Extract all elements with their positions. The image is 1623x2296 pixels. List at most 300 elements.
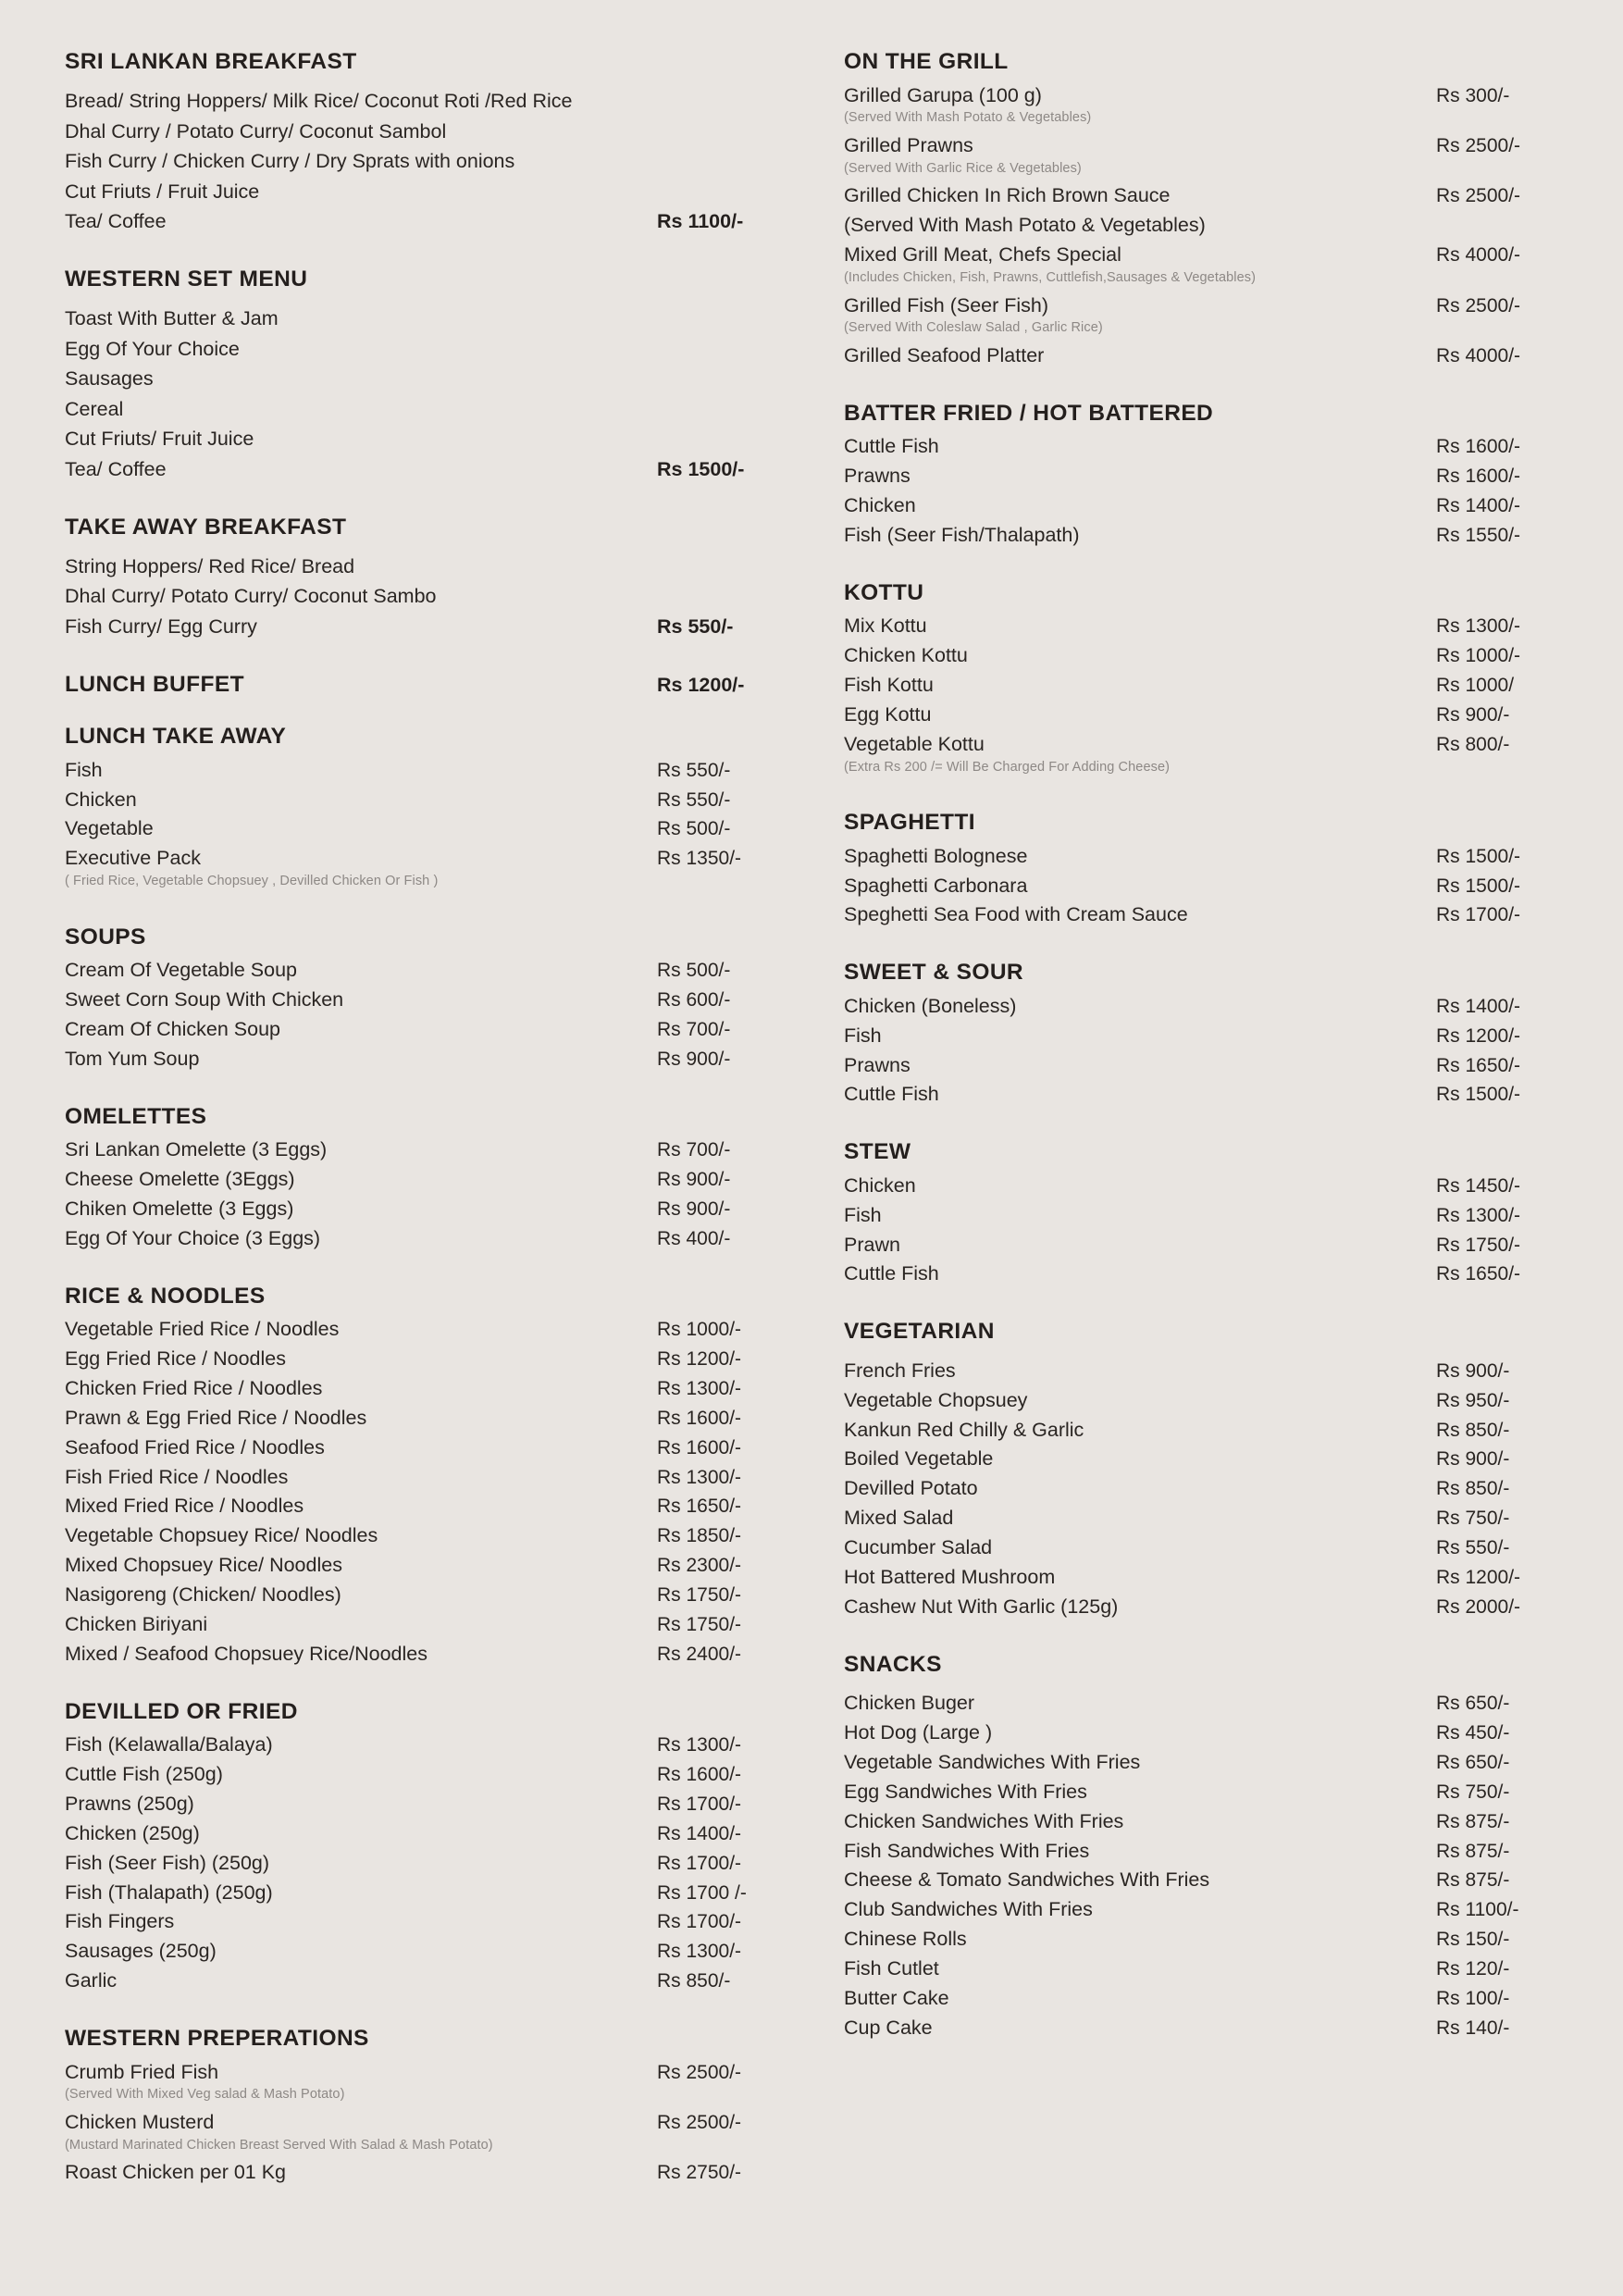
menu-item-row (65, 1937, 796, 1967)
menu-item-row (65, 1015, 796, 1045)
menu-item-price: Rs 1400/- (1436, 995, 1521, 1017)
section-title: WESTERN PREPERATIONS (65, 2025, 369, 2051)
section-spacer (65, 2188, 796, 2219)
spacer (65, 1128, 796, 1136)
menu-item-name: French Fries (844, 1359, 956, 1382)
menu-item-name: Fish (Seer Fish) (250g) (65, 1851, 270, 1874)
menu-item-name: Fish (Seer Fish/Thalapath) (844, 523, 1080, 546)
menu-item-row (844, 1748, 1575, 1778)
section-spacer (844, 1622, 1575, 1654)
menu-item-price: Rs 1500/- (1436, 1084, 1521, 1106)
menu-item-name: Grilled Fish (Seer Fish) (844, 293, 1049, 316)
menu-item-row (65, 2158, 796, 2188)
menu-item-price: Rs 2500/- (1436, 135, 1521, 157)
menu-item-price: Rs 1500/- (1436, 845, 1521, 867)
menu-item-price: Rs 1300/- (657, 1466, 742, 1488)
menu-item-row (65, 1967, 796, 1996)
menu-item-row (844, 1357, 1575, 1386)
menu-section-sri-lankan-breakfast (65, 51, 796, 237)
menu-item-name: Hot Dog (Large ) (844, 1721, 993, 1744)
menu-item-price: Rs 4000/- (1436, 344, 1521, 366)
menu-item-row (844, 211, 1575, 241)
section-title: OMELETTES (65, 1103, 207, 1129)
menu-item-price: Rs 1400/- (657, 1822, 742, 1844)
menu-item-name: Chicken (250g) (65, 1821, 200, 1844)
menu-item-price: Rs 1000/- (1436, 645, 1521, 667)
menu-item-name: Grilled Seafood Platter (844, 343, 1045, 366)
menu-item-name: Cucumber Salad (844, 1536, 993, 1559)
menu-item-price: Rs 1300/- (657, 1377, 742, 1399)
section-title: SRI LANKAN BREAKFAST (65, 49, 357, 74)
menu-item-name: Fish (844, 1203, 882, 1226)
menu-item-row (844, 1445, 1575, 1474)
menu-item-name: Cut Friuts / Fruit Juice (65, 180, 260, 203)
menu-item-price: Rs 1550/- (1436, 524, 1521, 546)
menu-item-row (844, 1172, 1575, 1201)
section-spacer (844, 930, 1575, 962)
menu-item-name: Egg Sandwiches With Fries (844, 1780, 1087, 1803)
menu-item-name: Chicken (Boneless) (844, 994, 1017, 1017)
menu-item-row (844, 1719, 1575, 1748)
menu-item-name: Vegetable Sandwiches With Fries (844, 1750, 1141, 1773)
menu-item-name: Egg Of Your Choice (65, 337, 240, 360)
menu-item-row (844, 241, 1575, 270)
menu-item-description: (Includes Chicken, Fish, Prawns, Cuttlefish,Sausages & Vegetables) (844, 269, 1257, 285)
menu-item-price: Rs 900/- (1436, 1359, 1510, 1382)
menu-column-left (65, 51, 796, 2219)
menu-item-name: Chicken (65, 788, 137, 811)
menu-item-row (65, 612, 796, 642)
menu-item-name: Cream Of Vegetable Soup (65, 959, 297, 982)
menu-item-row (844, 871, 1575, 900)
menu-item-row (65, 147, 796, 178)
menu-item-row (65, 1462, 796, 1492)
menu-item-row (844, 842, 1575, 872)
menu-item-name: Sausages (250g) (65, 1940, 217, 1963)
section-spacer (65, 895, 796, 926)
menu-section-western-preperations (65, 2025, 796, 2188)
menu-item-price: Rs 1300/- (657, 1734, 742, 1756)
menu-item-name: Bread/ String Hoppers/ Milk Rice/ Coconut Roti /Red Rice (65, 90, 573, 112)
menu-item-row (65, 1731, 796, 1760)
menu-item-row (844, 1807, 1575, 1837)
menu-item-price: Rs 1000/- (657, 1319, 742, 1341)
menu-item-row (844, 521, 1575, 551)
menu-item-price: Rs 1650/- (1436, 1263, 1521, 1285)
menu-item-name: Prawn & Egg Fried Rice / Noodles (65, 1406, 367, 1429)
spacer (65, 292, 796, 304)
menu-item-name: Spaghetti Bolognese (844, 844, 1028, 867)
menu-column-right (844, 51, 1575, 2075)
menu-item-row (65, 1907, 796, 1937)
section-title: SOUPS (65, 924, 146, 949)
menu-item-name: Mix Kottu (844, 614, 927, 638)
menu-item-row (844, 1533, 1575, 1563)
menu-item-price: Rs 1600/- (1436, 465, 1521, 488)
menu-item-price: Rs 1300/- (1436, 615, 1521, 638)
menu-section-vegetarian (844, 1321, 1575, 1621)
menu-item-price: Rs 750/- (1436, 1508, 1510, 1530)
menu-item-row (65, 785, 796, 814)
section-title: STEW (844, 1139, 911, 1165)
menu-item-name: Tea/ Coffee (65, 457, 167, 480)
spacer (65, 74, 796, 87)
menu-item-price: Rs 2500/- (1436, 185, 1521, 207)
section-spacer (844, 371, 1575, 403)
menu-item-row (844, 291, 1575, 320)
menu-item-price: Rs 1600/- (1436, 436, 1521, 458)
menu-item-row (844, 701, 1575, 730)
menu-item-price: Rs 2500/- (1436, 294, 1521, 316)
menu-item-name: Vegetable (65, 817, 154, 840)
menu-item-name: Grilled Chicken In Rich Brown Sauce (844, 184, 1171, 207)
menu-item-name: Seafood Fried Rice / Noodles (65, 1435, 325, 1458)
section-title: KOTTU (844, 579, 924, 605)
menu-item-row (844, 1474, 1575, 1504)
menu-item-price: Rs 900/- (657, 1198, 731, 1220)
menu-section-lunch-buffet (65, 671, 796, 704)
menu-item-price: Rs 1100/- (1436, 1899, 1519, 1921)
menu-item-row (65, 1551, 796, 1581)
menu-item-name: Chicken Biriyani (65, 1612, 208, 1635)
menu-item-price: Rs 650/- (1436, 1751, 1510, 1773)
menu-item-price: Rs 500/- (657, 818, 731, 840)
menu-item-name: Sri Lankan Omelette (3 Eggs) (65, 1138, 328, 1161)
menu-item-price: Rs 1850/- (657, 1525, 742, 1547)
menu-item-name: Cheese & Tomato Sandwiches With Fries (844, 1868, 1210, 1892)
section-spacer (844, 1289, 1575, 1321)
menu-item-price: Rs 850/- (1436, 1419, 1510, 1441)
menu-section-on-the-grill (844, 51, 1575, 371)
menu-item-price: Rs 1750/- (1436, 1234, 1521, 1256)
menu-item-name: Fish Cutlet (844, 1957, 939, 1980)
menu-item-price: Rs 875/- (1436, 1810, 1510, 1832)
menu-section-soups (65, 926, 796, 1074)
menu-item-name: Cut Friuts/ Fruit Juice (65, 428, 254, 450)
menu-item-row (65, 394, 796, 425)
menu-item-row (65, 1878, 796, 1907)
menu-item-row (65, 1195, 796, 1224)
menu-item-row (844, 1022, 1575, 1051)
section-title: LUNCH BUFFET (65, 671, 244, 697)
menu-item-row (65, 304, 796, 335)
menu-item-name: Chicken (844, 494, 916, 517)
menu-item-name: Vegetable Chopsuey (844, 1388, 1028, 1411)
menu-section-sweet-sour (844, 962, 1575, 1110)
menu-item-price: Rs 950/- (1436, 1389, 1510, 1411)
menu-item-row (65, 986, 796, 1015)
menu-section-devilled-or-fried (65, 1698, 796, 1996)
section-spacer (65, 237, 796, 268)
menu-item-name: Chicken (844, 1173, 916, 1197)
menu-item-name: Fish (65, 758, 103, 781)
menu-item-price: Rs 650/- (1436, 1693, 1510, 1715)
menu-item-row (65, 177, 796, 207)
menu-item-name: Chicken Fried Rice / Noodles (65, 1376, 323, 1399)
spacer (844, 835, 1575, 842)
menu-item-price: Rs 450/- (1436, 1722, 1510, 1744)
section-spacer (65, 1996, 796, 2028)
menu-item-name: Tea/ Coffee (65, 210, 167, 232)
menu-item-row (65, 1492, 796, 1521)
menu-item-row (65, 1819, 796, 1849)
menu-item-name: Nasigoreng (Chicken/ Noodles) (65, 1583, 341, 1607)
menu-item-price: Rs 1600/- (657, 1407, 742, 1429)
section-title: SNACKS (844, 1651, 942, 1677)
menu-section-rice-noodles (65, 1285, 796, 1669)
section-spacer (65, 642, 796, 674)
menu-item-name: Roast Chicken per 01 Kg (65, 2161, 287, 2184)
menu-item-name: Fish Curry / Chicken Curry / Dry Sprats with onions (65, 150, 515, 172)
menu-item-name: (Served With Mash Potato & Vegetables) (844, 214, 1206, 237)
spacer (844, 604, 1575, 612)
menu-item-price: Rs 2500/- (657, 2111, 742, 2133)
menu-item-name: Prawn (844, 1233, 900, 1256)
menu-item-name: Dhal Curry/ Potato Curry/ Coconut Sambo (65, 585, 437, 607)
menu-item-row (844, 1563, 1575, 1593)
menu-item-row (65, 117, 796, 147)
menu-item-price: Rs 300/- (1436, 84, 1510, 106)
menu-item-name: Fish Fried Rice / Noodles (65, 1465, 289, 1488)
menu-item-price: Rs 4000/- (1436, 244, 1521, 267)
menu-item-row (65, 1581, 796, 1610)
menu-item-price: Rs 900/- (1436, 1448, 1510, 1471)
menu-item-price: Rs 550/- (657, 614, 734, 638)
spacer (65, 2050, 796, 2057)
menu-item-price: Rs 2500/- (657, 2061, 742, 2083)
menu-item-name: Prawns (844, 465, 911, 488)
section-title: RICE & NOODLES (65, 1283, 266, 1309)
menu-item-row (844, 1925, 1575, 1955)
menu-item-name: Spaghetti Carbonara (844, 874, 1028, 897)
menu-item-name: Sausages (65, 367, 154, 390)
spacer (844, 985, 1575, 992)
menu-item-row (844, 1260, 1575, 1289)
menu-section-kottu (844, 579, 1575, 775)
menu-item-row (844, 1836, 1575, 1866)
menu-item-price: Rs 850/- (1436, 1478, 1510, 1500)
menu-item-row (844, 1955, 1575, 1984)
menu-item-price: Rs 550/- (657, 788, 731, 811)
menu-section-batter-fried-hot-battered (844, 400, 1575, 551)
menu-section-snacks (844, 1651, 1575, 2043)
menu-item-price: Rs 2400/- (657, 1643, 742, 1665)
menu-item-name: Chicken Musterd (65, 2110, 215, 2133)
menu-item-row (844, 1778, 1575, 1807)
spacer (65, 949, 796, 956)
section-title: BATTER FRIED / HOT BATTERED (844, 400, 1214, 426)
menu-item-price: Rs 750/- (1436, 1781, 1510, 1803)
menu-item-price: Rs 700/- (657, 1139, 731, 1161)
menu-item-price: Rs 550/- (1436, 1537, 1510, 1559)
menu-item-row (65, 365, 796, 395)
menu-item-name: Grilled Prawns (844, 134, 973, 157)
section-spacer (65, 1074, 796, 1106)
menu-item-row (844, 1689, 1575, 1719)
menu-item-name: Devilled Potato (844, 1477, 978, 1500)
menu-item-row (65, 1165, 796, 1195)
menu-item-price: Rs 1700 /- (657, 1881, 747, 1904)
menu-section-take-away-breakfast (65, 516, 796, 642)
menu-item-row (65, 582, 796, 613)
menu-item-price: Rs 400/- (657, 1227, 731, 1249)
menu-item-row (844, 1386, 1575, 1416)
menu-item-name: Cuttle Fish (250g) (65, 1763, 223, 1786)
section-spacer (844, 551, 1575, 582)
menu-item-name: Fish (844, 1024, 882, 1047)
menu-item-name: Fish Kottu (844, 674, 934, 697)
menu-item-price: Rs 2300/- (657, 1555, 742, 1577)
menu-item-name: Cup Cake (844, 2016, 933, 2039)
menu-item-row (65, 1610, 796, 1640)
menu-item-row (65, 1404, 796, 1433)
menu-item-name: String Hoppers/ Red Rice/ Bread (65, 554, 355, 577)
section-spacer (65, 703, 796, 726)
menu-item-name: Chicken Buger (844, 1692, 975, 1715)
menu-item-price: Rs 875/- (1436, 1840, 1510, 1862)
section-title: SPAGHETTI (844, 810, 975, 835)
section-title: TAKE AWAY BREAKFAST (65, 514, 347, 540)
menu-item-name: Mixed Chopsuey Rice/ Noodles (65, 1554, 342, 1577)
section-title: WESTERN SET MENU (65, 267, 308, 292)
menu-item-price: Rs 150/- (1436, 1929, 1510, 1951)
menu-item-price: Rs 1600/- (657, 1764, 742, 1786)
section-price: Rs 1200/- (657, 673, 745, 696)
menu-item-name: Tom Yum Soup (65, 1047, 200, 1070)
menu-item-name: Hot Battered Mushroom (844, 1565, 1056, 1588)
menu-item-price: Rs 1650/- (657, 1496, 742, 1518)
menu-item-price: Rs 500/- (657, 960, 731, 982)
menu-item-price: Rs 1500/- (1436, 875, 1521, 897)
menu-item-name: Egg Of Your Choice (3 Eggs) (65, 1226, 321, 1249)
menu-item-name: Vegetable Kottu (844, 732, 985, 755)
section-title: SWEET & SOUR (844, 960, 1024, 986)
menu-item-row (844, 1504, 1575, 1533)
menu-item-row (844, 671, 1575, 701)
menu-item-name: Fish (Thalapath) (250g) (65, 1880, 273, 1904)
menu-item-row (65, 1521, 796, 1551)
menu-item-name: Mixed / Seafood Chopsuey Rice/Noodles (65, 1642, 427, 1665)
menu-item-row (65, 814, 796, 844)
menu-item-price: Rs 1300/- (657, 1941, 742, 1963)
menu-item-name: Chicken Kottu (844, 644, 968, 667)
menu-item-name: Chicken Sandwiches With Fries (844, 1809, 1124, 1832)
menu-item-description: (Extra Rs 200 /= Will Be Charged For Adding Cheese) (844, 759, 1171, 775)
menu-item-row (65, 1136, 796, 1165)
menu-item-price: Rs 1400/- (1436, 495, 1521, 517)
section-spacer (65, 485, 796, 516)
menu-item-price: Rs 700/- (657, 1018, 731, 1040)
menu-item-row (844, 1201, 1575, 1231)
menu-item-name: Kankun Red Chilly & Garlic (844, 1418, 1084, 1441)
menu-item-row (65, 87, 796, 118)
menu-item-row (65, 1849, 796, 1879)
menu-item-price: Rs 1000/ (1436, 675, 1515, 697)
menu-item-row (65, 334, 796, 365)
menu-item-price: Rs 140/- (1436, 2017, 1510, 2039)
menu-item-row (65, 2057, 796, 2087)
menu-item-row (844, 1080, 1575, 1110)
spacer (65, 1308, 796, 1315)
menu-item-row (844, 491, 1575, 521)
menu-item-name: Fish (Kelawalla/Balaya) (65, 1733, 273, 1756)
menu-item-name: Dhal Curry / Potato Curry/ Coconut Sambol (65, 119, 447, 143)
menu-item-row (844, 432, 1575, 462)
spacer (844, 1344, 1575, 1357)
menu-item-row (65, 454, 796, 485)
menu-item-description: (Mustard Marinated Chicken Breast Served With Salad & Mash Potato) (65, 2137, 493, 2153)
menu-item-price: Rs 1450/- (1436, 1174, 1521, 1197)
menu-item-name: Boiled Vegetable (844, 1447, 994, 1471)
menu-item-price: Rs 900/- (657, 1169, 731, 1191)
menu-item-name: Prawns (844, 1053, 911, 1076)
menu-item-price: Rs 1300/- (1436, 1204, 1521, 1226)
menu-item-name: Cream Of Chicken Soup (65, 1017, 281, 1040)
menu-item-description: (Served With Mash Potato & Vegetables) (844, 110, 1092, 126)
menu-item-row (844, 1984, 1575, 2014)
menu-item-name: Mixed Grill Meat, Chefs Special (844, 243, 1121, 267)
menu-item-row (65, 756, 796, 786)
menu-item-row (65, 1345, 796, 1374)
menu-item-row (65, 1315, 796, 1345)
section-title: ON THE GRILL (844, 49, 1009, 74)
menu-item-price: Rs 2750/- (657, 2162, 742, 2184)
menu-item-price: Rs 1700/- (657, 1911, 742, 1933)
menu-item-name: Egg Fried Rice / Noodles (65, 1347, 286, 1371)
menu-item-price: Rs 1200/- (657, 1348, 742, 1371)
menu-item-price: Rs 850/- (657, 1970, 731, 1992)
menu-item-row (844, 1050, 1575, 1080)
menu-item-row (844, 341, 1575, 371)
spacer (65, 749, 796, 756)
menu-item-name: Fish Fingers (65, 1910, 175, 1933)
menu-item-row (65, 207, 796, 238)
menu-item-price: Rs 1200/- (1436, 1024, 1521, 1047)
menu-item-name: Cuttle Fish (844, 435, 939, 458)
menu-item-price: Rs 1700/- (657, 1852, 742, 1874)
section-spacer (844, 2043, 1575, 2075)
menu-item-price: Rs 1750/- (657, 1613, 742, 1635)
menu-item-price: Rs 100/- (1436, 1987, 1510, 2009)
menu-item-name: Mixed Fried Rice / Noodles (65, 1495, 304, 1518)
spacer (65, 1723, 796, 1731)
menu-item-name: Executive Pack (65, 847, 201, 870)
section-spacer (844, 780, 1575, 812)
menu-section-omelettes (65, 1103, 796, 1254)
menu-section-lunch-take-away (65, 726, 796, 888)
menu-item-price: Rs 900/- (1436, 703, 1510, 726)
menu-item-price: Rs 1100/- (657, 210, 744, 232)
section-title: VEGETARIAN (844, 1319, 995, 1345)
menu-section-stew (844, 1141, 1575, 1289)
menu-item-price: Rs 600/- (657, 989, 731, 1011)
menu-item-row (844, 1593, 1575, 1622)
menu-item-row (65, 1640, 796, 1669)
menu-item-name: Cereal (65, 397, 124, 420)
section-header-row (65, 671, 796, 697)
menu-item-price: Rs 1200/- (1436, 1566, 1521, 1588)
menu-section-spaghetti (844, 812, 1575, 930)
menu-item-price: Rs 1500/- (657, 457, 745, 480)
menu-item-row (844, 131, 1575, 161)
menu-item-row (844, 992, 1575, 1022)
menu-item-name: Cuttle Fish (844, 1083, 939, 1106)
menu-item-row (844, 462, 1575, 491)
menu-item-name: Vegetable Fried Rice / Noodles (65, 1318, 340, 1341)
menu-item-row (844, 900, 1575, 930)
section-spacer (65, 1254, 796, 1285)
menu-item-price: Rs 2000/- (1436, 1595, 1521, 1618)
